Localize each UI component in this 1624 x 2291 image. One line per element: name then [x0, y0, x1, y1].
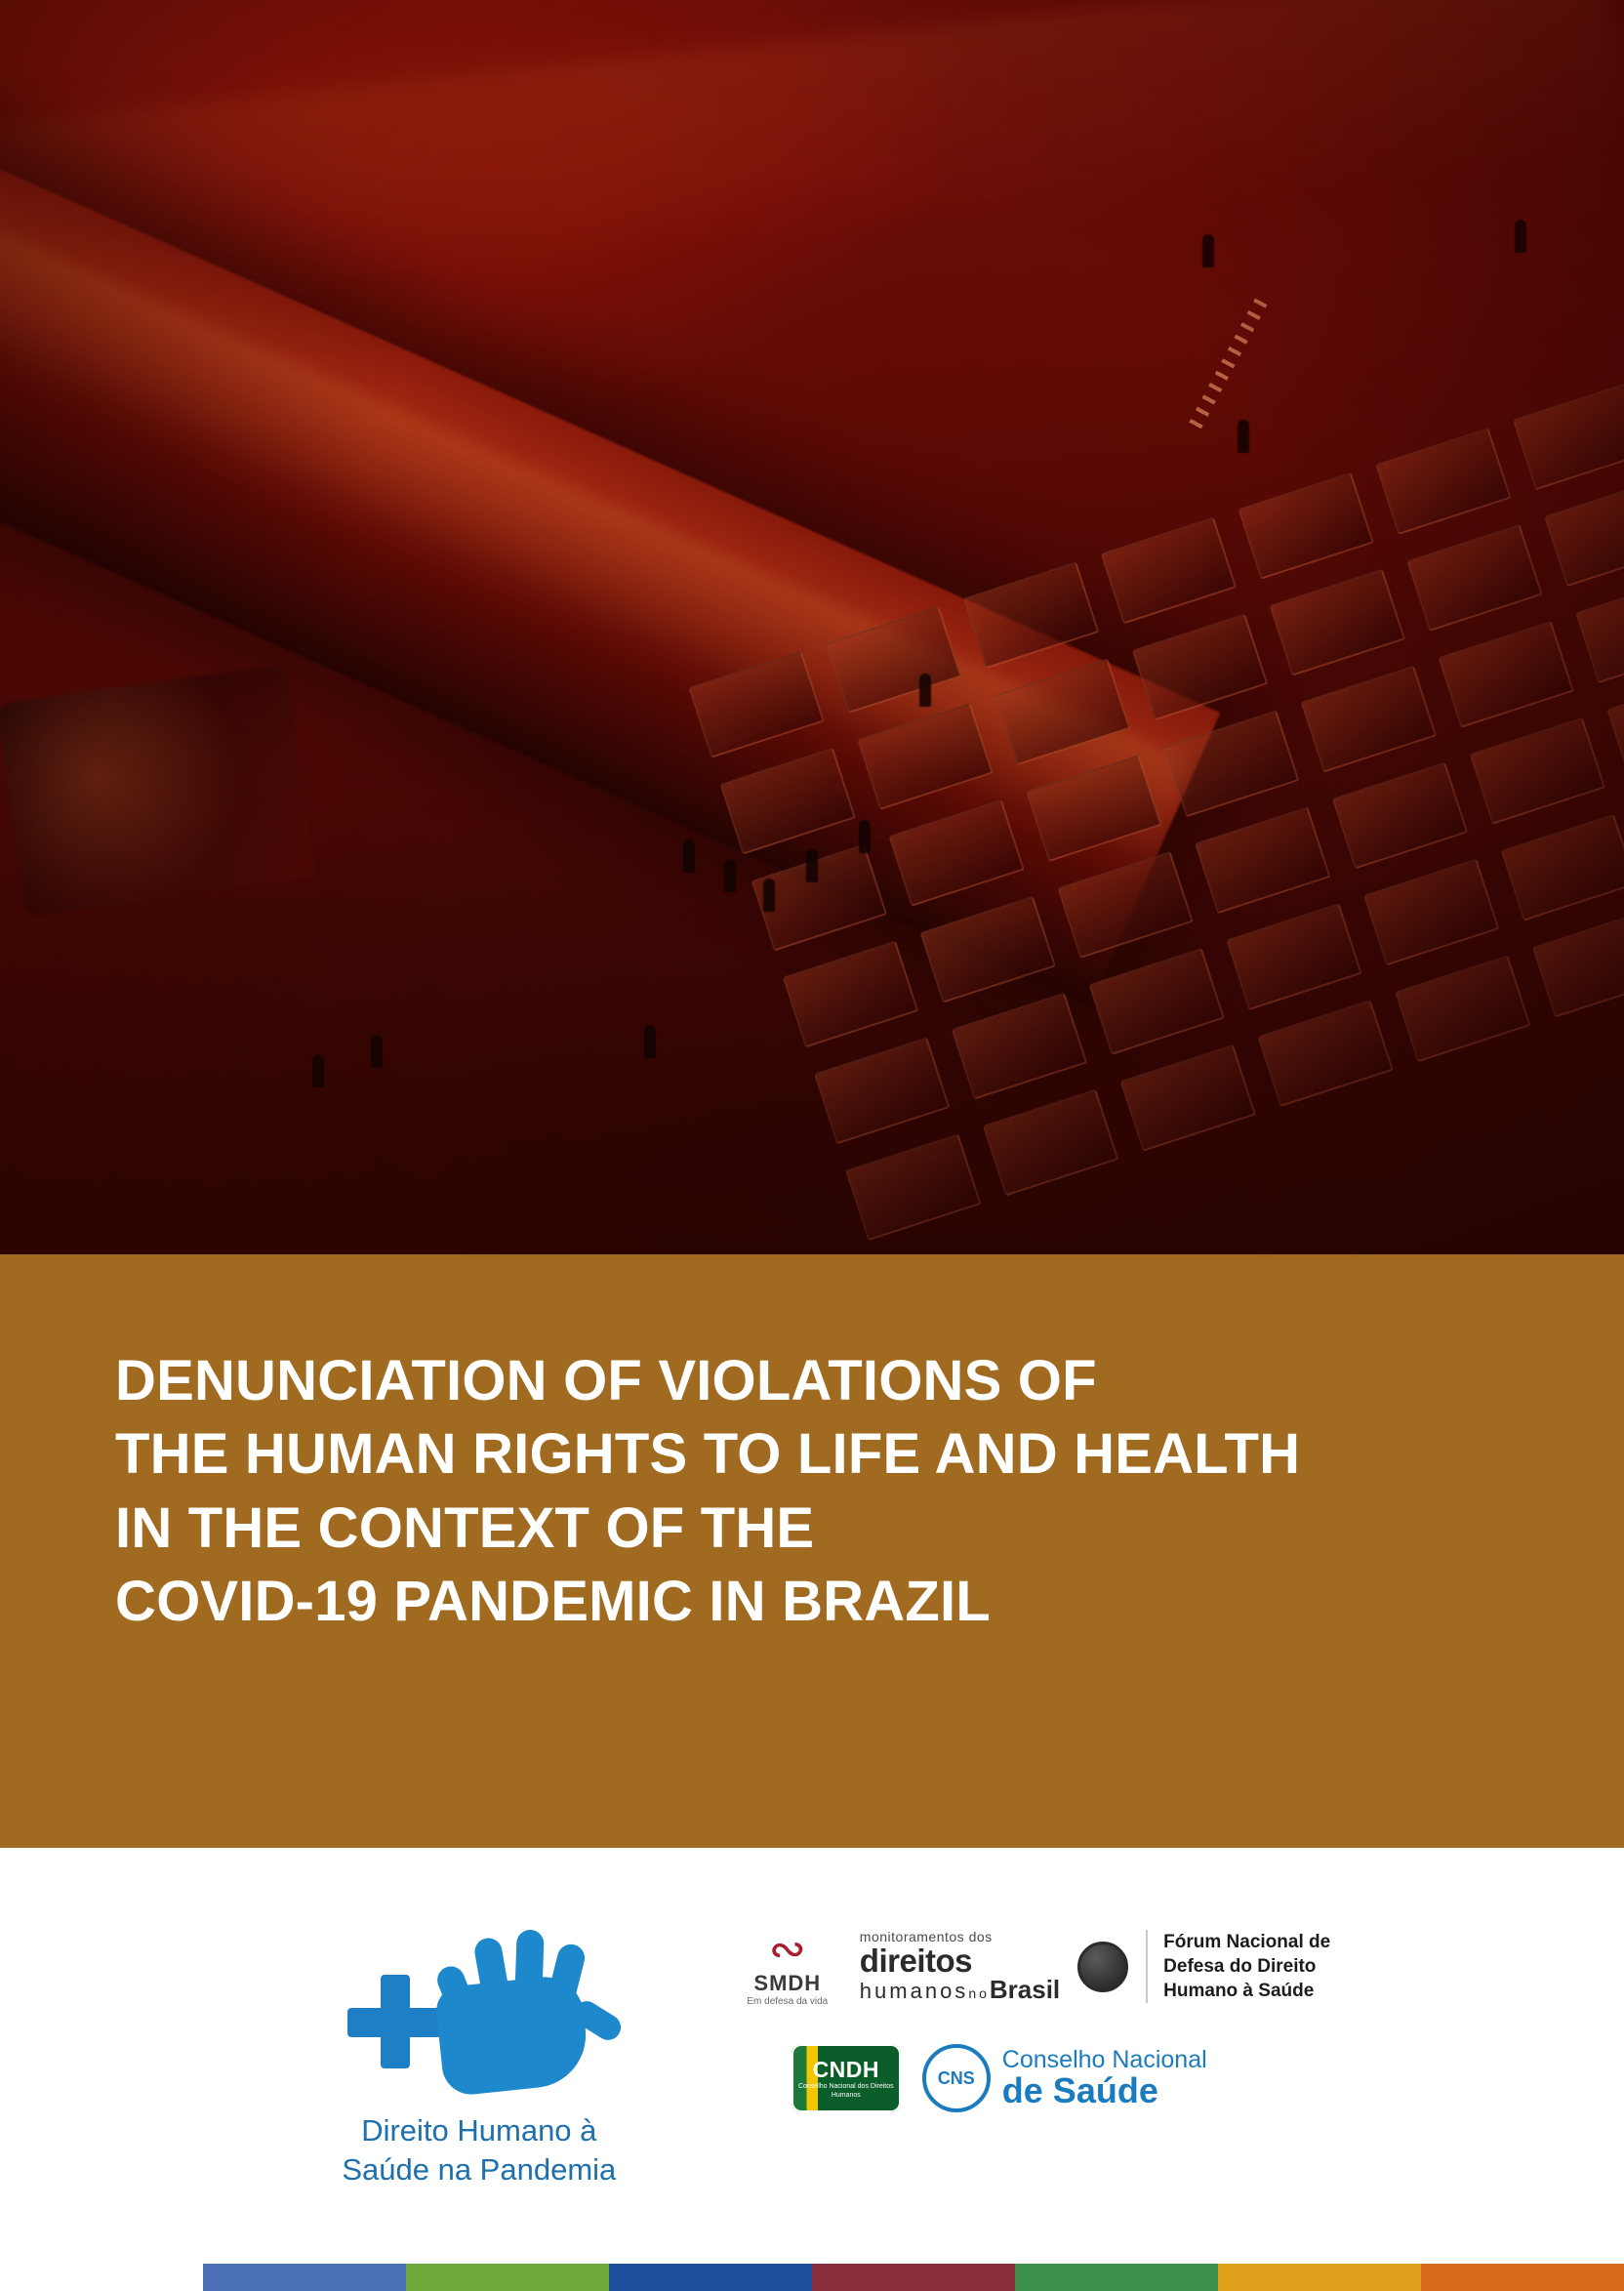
- cndh-abbr: CNDH: [812, 2057, 880, 2083]
- monitoramentos-line-top: monitoramentos dos: [859, 1929, 993, 1945]
- stripe-segment: [406, 2264, 609, 2291]
- logo-forum-nacional: [1146, 1930, 1330, 2003]
- title-line-2: THE HUMAN RIGHTS TO LIFE AND HEALTH: [115, 1422, 1301, 1487]
- stripe-segment: [609, 2264, 812, 2291]
- stripe-segment: [1015, 2264, 1218, 2291]
- page-title: [115, 1344, 1509, 1639]
- cndh-full-name: Conselho Nacional dos Direitos Humanos: [797, 2083, 894, 2099]
- stripe-segment: [1218, 2264, 1421, 2291]
- title-line-4: COVID-19 PANDEMIC IN BRAZIL: [115, 1570, 991, 1634]
- monitoramentos-line-bottom: [860, 1977, 1060, 2003]
- partner-logos: [733, 1918, 1330, 2112]
- logo-caption: [342, 2111, 616, 2189]
- hand-with-cross-icon: [338, 1918, 621, 2094]
- logo-cns: [922, 2044, 1207, 2112]
- logo-band: [0, 1848, 1624, 2291]
- monitoramentos-humanos: humanos: [859, 1979, 969, 2004]
- title-line-1: DENUNCIATION OF VIOLATIONS OF: [115, 1349, 1097, 1412]
- logo-caption-line-1: Direito Humano à: [361, 2113, 597, 2148]
- monitoramentos-brasil: Brasil: [989, 1975, 1061, 2005]
- monitoramentos-no: no: [968, 1985, 990, 2002]
- medical-cross-icon: [347, 1975, 441, 2068]
- smdh-tagline: Em defesa da vida: [747, 1996, 829, 2007]
- title-line-3: IN THE CONTEXT OF THE: [115, 1495, 815, 1560]
- logo-smdh: [733, 1922, 842, 2007]
- forum-line-3: Humano à Saúde: [1163, 1981, 1315, 2002]
- logo-direito-humano-saude: [294, 1918, 665, 2189]
- partner-logo-row-bottom: [733, 2044, 1330, 2112]
- logo-cndh: [792, 2044, 901, 2112]
- smdh-abbr: SMDH: [753, 1971, 822, 1995]
- monitoramentos-line-mid: direitos: [859, 1942, 972, 1979]
- partner-logo-row-top: [733, 1922, 1331, 2007]
- stripe-segment: [203, 2264, 406, 2291]
- forum-line-1: Fórum Nacional de: [1163, 1931, 1331, 1952]
- globe-icon: [1077, 1942, 1128, 1992]
- stripe-segment: [0, 2264, 203, 2291]
- logo-monitoramentos: [859, 1929, 1061, 2005]
- hand-palm: [433, 1973, 590, 2097]
- logo-caption-line-2: Saúde na Pandemia: [342, 2151, 617, 2187]
- stripe-segment: [812, 2264, 1015, 2291]
- cns-line-1: Conselho Nacional: [1001, 2045, 1207, 2073]
- cns-mark-icon: CNS: [922, 2044, 991, 2112]
- stripe-segment: [1421, 2264, 1624, 2291]
- forum-line-2: Defesa do Direito: [1163, 1955, 1317, 1977]
- cns-text: [1002, 2047, 1207, 2109]
- cns-line-2: de Saúde: [1001, 2070, 1158, 2111]
- footer-color-stripe: [0, 2264, 1624, 2291]
- title-band: [0, 1254, 1624, 1848]
- smdh-ribbon-icon: ∾: [768, 1922, 807, 1975]
